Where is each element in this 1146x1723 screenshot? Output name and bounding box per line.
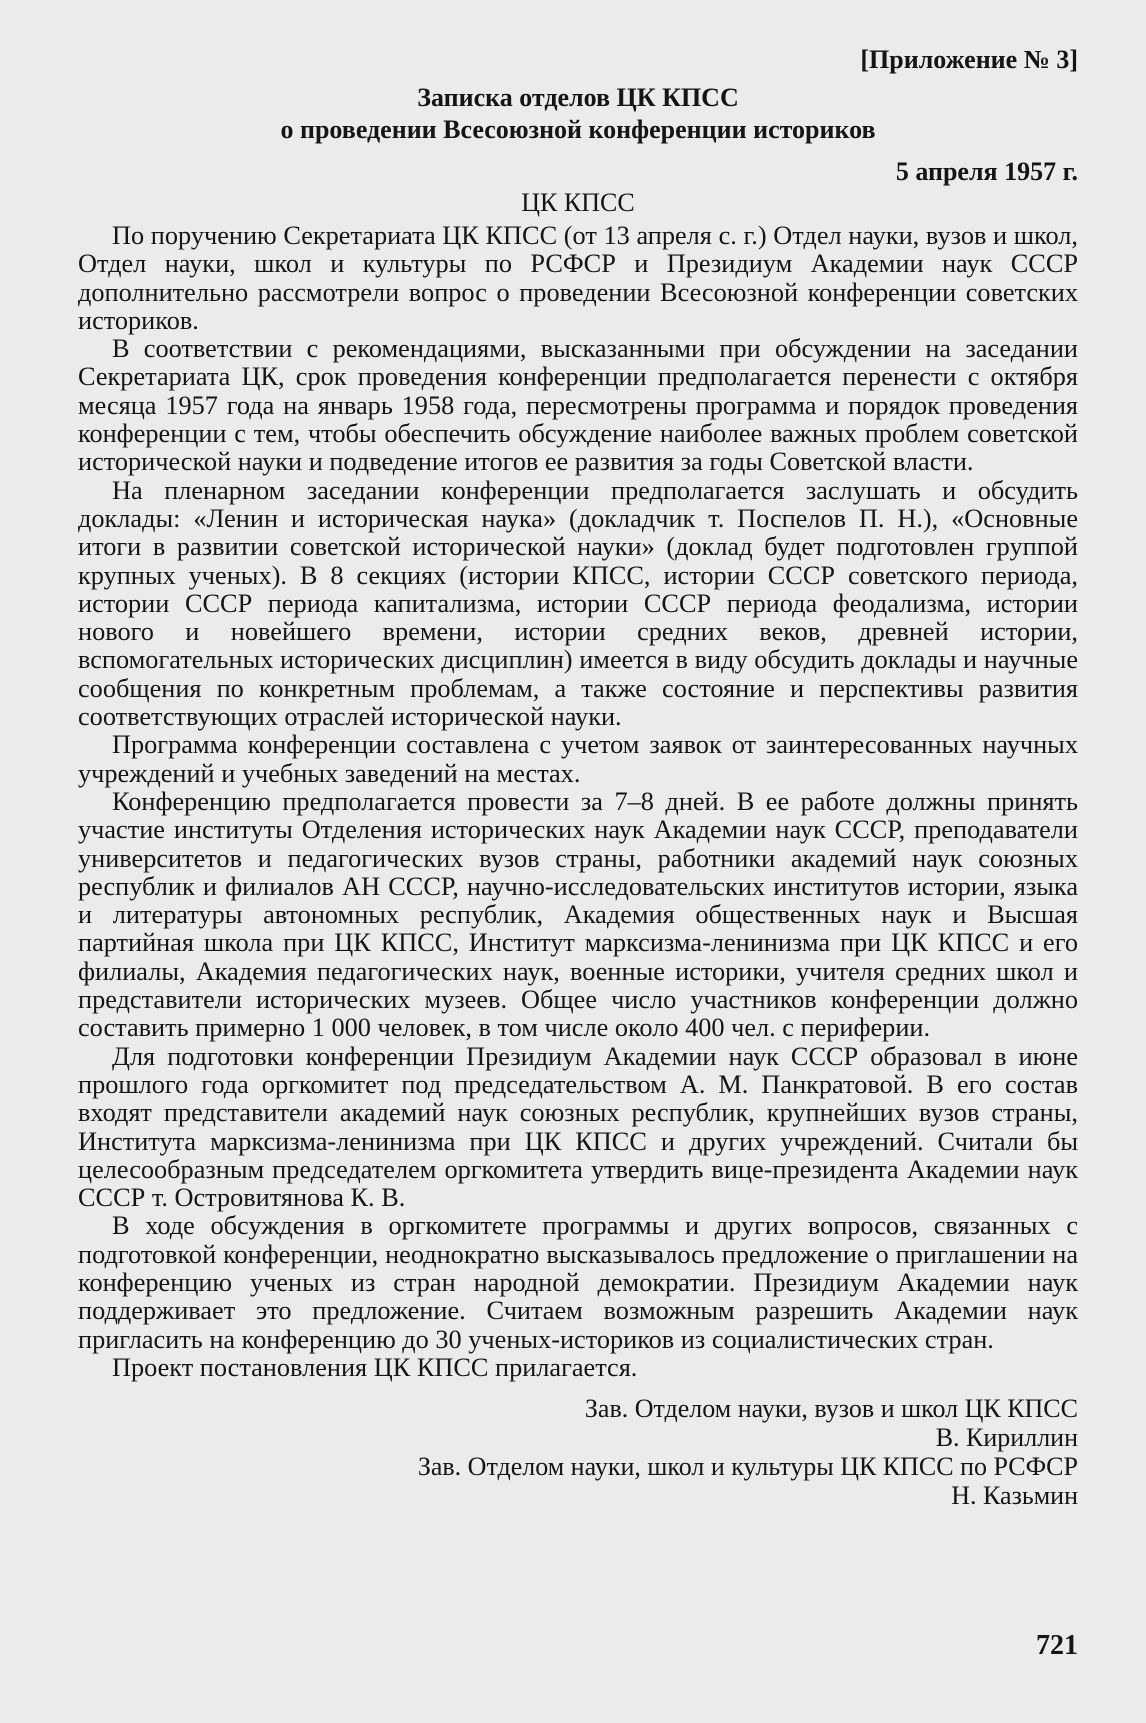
paragraph: По поручению Секретариата ЦК КПСС (от 13 апреля с. г.) Отдел науки, вузов и школ, Отдел науки, школ и культуры по РСФСР и Президиум Академии наук СССР дополнительно рассмотрели вопрос о проведении Всесоюзной конференции советских историков.	[78, 221, 1078, 335]
addressee: ЦК КПСС	[521, 188, 635, 217]
signatory-position-1: Зав. Отделом науки, вузов и школ ЦК КПСС	[584, 1394, 1078, 1424]
title-line-2: о проведении Всесоюзной конференции историков	[280, 115, 876, 144]
paragraph: Проект постановления ЦК КПСС прилагается.	[112, 1352, 638, 1382]
paragraph: Конференцию предполагается провести за 7–8 дней. В ее работе должны принять участие институты Отделения исторических наук Академии наук СССР, преподаватели университетов и педагогических вузов страны, работники академий наук союзных республик и филиалов АН СССР, научно-исследовательских институтов истории, языка и литературы автономных республик, Академия общественных наук и Высшая партийная школа при ЦК КПСС, Институт марксизма-ленинизма при ЦК КПСС и его филиалы, Академия педагогических наук, военные историки, учителя средних школ и представители исторических музеев. Общее число участников конференции должно составить примерно 1 000 человек, в том числе около 400 чел. с периферии.	[78, 786, 1078, 1043]
body-text	[78, 222, 1078, 1382]
paragraph: Программа конференции составлена с учетом заявок от заинтересованных научных учреждений и учебных заведений на местах.	[78, 730, 1078, 788]
title-line-1: Записка отделов ЦК КПСС	[417, 83, 739, 112]
document-title	[78, 82, 1078, 146]
paragraph: На пленарном заседании конференции предполагается заслушать и обсудить доклады: «Ленин и историческая наука» (докладчик т. Поспелов П. Н.), «Основные итоги в развитии советской исторической науки» (доклад будет подготовлен группой крупных ученых). В 8 секциях (истории КПСС, истории СССР советского периода, истории СССР периода капитализма, истории СССР периода феодализма, истории нового и новейшего времени, истории средних веков, древней истории, вспомогательных исторических дисциплин) имеется в виду обсудить доклады и научные сообщения по конкретным проблемам, а также состояние и перспективы развития соответствующих отраслей исторической науки.	[78, 475, 1078, 732]
paragraph: Для подготовки конференции Президиум Академии наук СССР образовал в июне прошлого года оргкомитет под председательством А. М. Панкратовой. В его состав входят представители академий наук союзных республик, крупнейших вузов страны, Института марксизма-ленинизма при ЦК КПСС и других учреждений. Считали бы целесообразным председателем оргкомитета утвердить вице-президента Академии наук СССР т. Островитянова К. В.	[78, 1041, 1078, 1213]
paragraph: В ходе обсуждения в оргкомитете программы и других вопросов, связанных с подготовкой конференции, неоднократно высказывалось предложение о приглашении на конференцию ученых из стран народной демократии. Президиум Академии наук поддерживает это предложение. Считаем возможным разрешить Академии наук пригласить на конференцию до 30 ученых-историков из социалистических стран.	[78, 1211, 1078, 1354]
signatory-name-2: Н. Казьмин	[951, 1481, 1078, 1511]
document-page	[78, 44, 1078, 1510]
appendix-label: [Приложение № 3]	[860, 45, 1078, 74]
signatory-position-2: Зав. Отделом науки, школ и культуры ЦК КПСС по РСФСР	[417, 1452, 1078, 1482]
page-number: 721	[1036, 1630, 1078, 1661]
signature-block	[78, 1394, 1078, 1510]
paragraph: В соответствии с рекомендациями, высказанными при обсуждении на заседании Секретариата ЦК, срок проведения конференции предполагается перенести с октября месяца 1957 года на январь 1958 года, пересмотрены программа и порядок проведения конференции с тем, чтобы обеспечить обсуждение наиболее важных проблем советской исторической науки и подведение итогов ее развития за годы Советской власти.	[78, 334, 1078, 477]
signatory-name-1: В. Кириллин	[935, 1423, 1078, 1453]
document-date: 5 апреля 1957 г.	[895, 157, 1078, 186]
